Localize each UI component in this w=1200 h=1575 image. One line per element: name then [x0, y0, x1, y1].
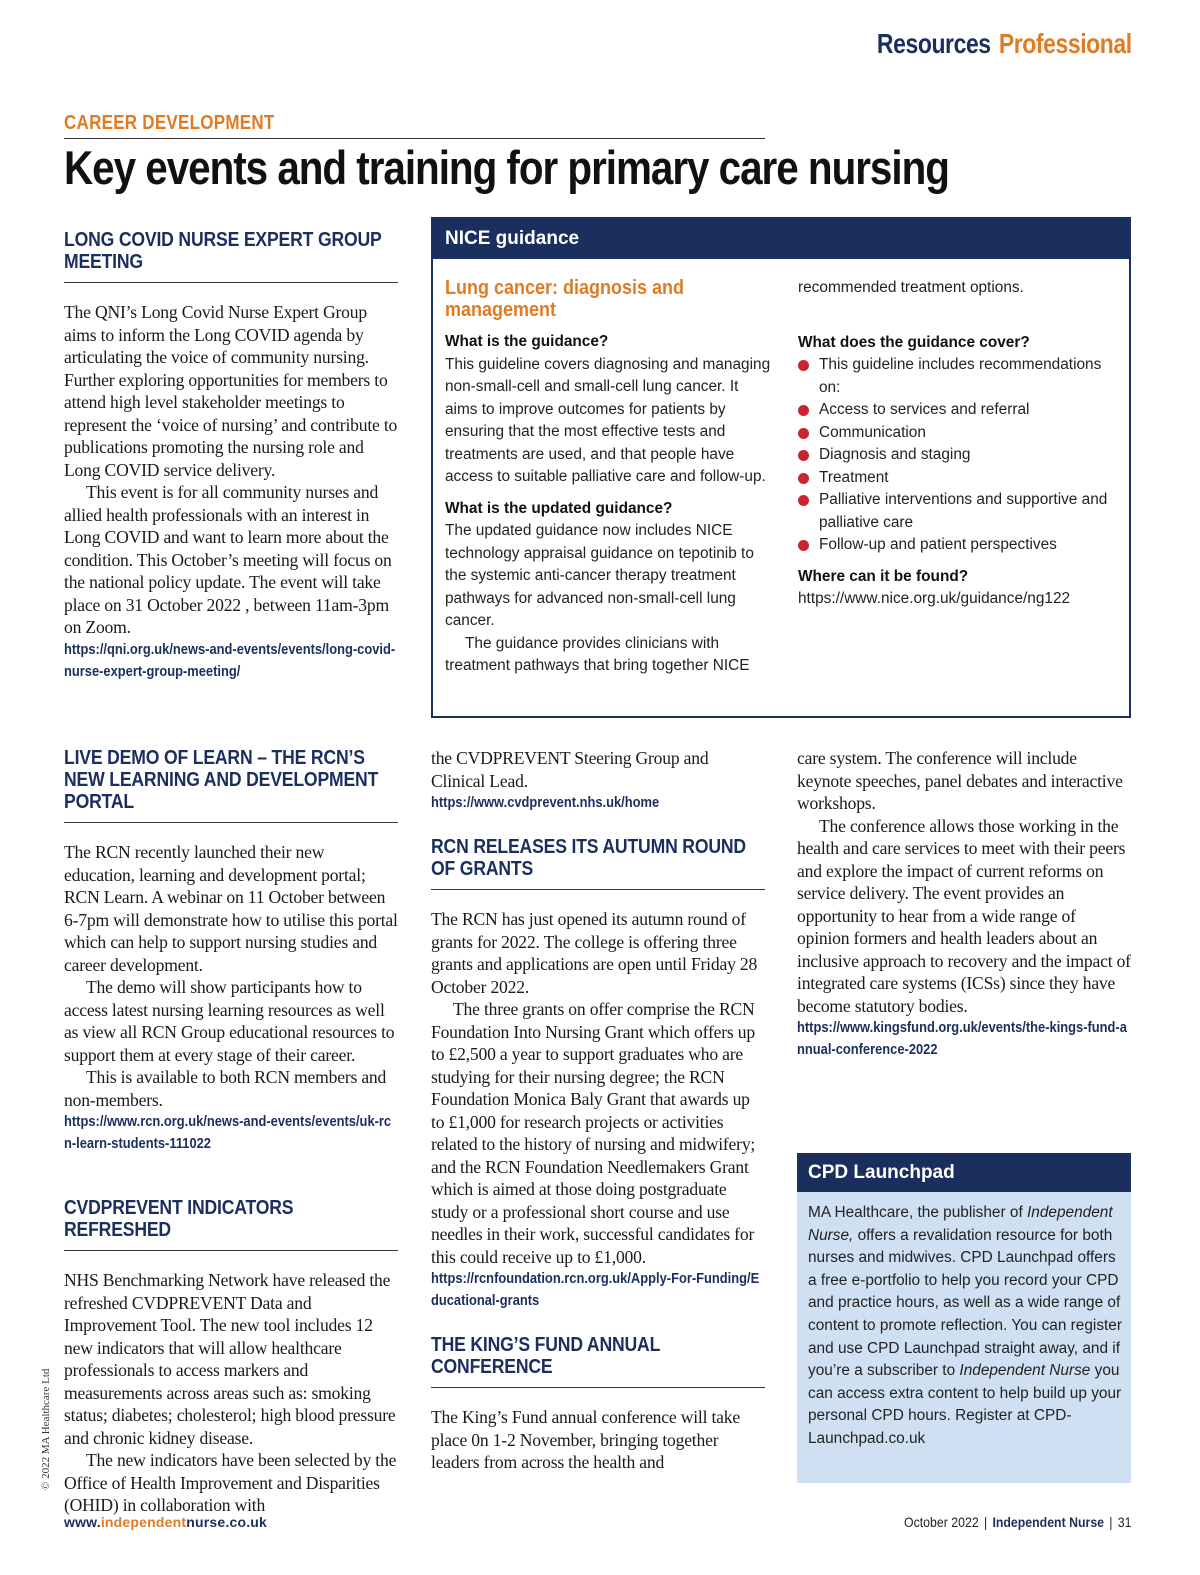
article-long-covid [64, 229, 398, 683]
article-paragraph: The new indicators have been selected by the Office of Health Improvement and Disparities (OHID) in collaboration with [64, 1450, 397, 1515]
footer-date: October 2022 [903, 1514, 979, 1530]
nice-guidance-box [431, 217, 1131, 718]
article-cvdprevent [64, 1197, 398, 1517]
bullet-dot-icon [798, 360, 809, 371]
article-heading: RCN RELEASES ITS AUTUMN ROUND OF GRANTS [431, 836, 746, 880]
article-paragraph: The three grants on offer comprise the RCN Foundation Into Nursing Grant which offers up to £2,500 a year to support graduates who are studying for their nursing degree; the RCN Foundation Monica Baly Grant that awards up to £1,000 for research projects or activities related to the history of nursing and midwifery; and the RCN Foundation Needlemakers Grant which is aimed at those doing postgraduate study or a professional short course and use needles in their work, successful candidates for this could receive up to £1,000. [431, 999, 756, 1267]
title-rule [64, 138, 765, 139]
heading-rule [431, 1387, 765, 1388]
column-middle [431, 747, 765, 1474]
nice-column-left [445, 277, 771, 687]
section-label: CAREER DEVELOPMENT [64, 112, 275, 134]
article-paragraph: care system. The conference will include keynote speeches, panel debates and interactive workshops. [797, 748, 1123, 813]
cpd-box-text: MA Healthcare, the publisher of Independent Nurse, offers a revalidation resource for both nurses and midwives. CPD Launchpad offers a free e-portfolio to help you record your CPD and practice hours, as well as a wide range of content to promote reflection. You can register and use CPD Launchpad straight away, and if you’re a subscriber to Independent Nurse you can access extra content to help build up your personal CPD hours. Register at CPD-Launchpad.co.uk [808, 1204, 1122, 1447]
article-paragraph: The conference allows those working in the health and care services to meet with their peers and explore the impact of current reforms on service delivery. The event provides an opportunity to hear from a wide range of opinion formers and health leaders about an inclusive approach to recovery and the impact of integrated care systems (ICSs) since they have become statutory bodies. [797, 815, 1131, 1016]
heading-rule [431, 889, 765, 890]
list-item: Follow-up and patient perspectives [798, 534, 1123, 557]
article-heading: THE KING’S FUND ANNUAL CONFERENCE [431, 1334, 660, 1378]
nice-question: What is the guidance? [445, 333, 609, 350]
list-item: Diagnosis and staging [798, 444, 1123, 467]
nice-subtitle: Lung cancer: diagnosis and management [445, 277, 685, 321]
section-tag [877, 28, 1132, 60]
list-item: This guideline includes recommendations on: [798, 354, 1123, 399]
nice-question: What is the updated guidance? [445, 499, 673, 517]
article-link[interactable]: https://www.rcn.org.uk/news-and-events/events/uk-rcn-learn-students-111022 [64, 1113, 392, 1152]
page-title: Key events and training for primary care nursing [64, 141, 949, 194]
article-link[interactable]: https://qni.org.uk/news-and-events/events/long-covid-nurse-expert-group-meeting/ [64, 640, 396, 680]
nice-question: Where can it be found? [798, 567, 969, 585]
nice-answer-cont: recommended treatment options. [798, 279, 1024, 296]
article-rcn-grants [431, 836, 765, 1312]
footer-magazine: Independent Nurse [991, 1514, 1104, 1530]
heading-rule [64, 822, 398, 823]
footer-separator: | [983, 1514, 987, 1530]
article-paragraph: This event is for all community nurses and allied health professionals with an interest in Long COVID and want to learn more about the condition. This October’s meeting will focus on the national policy update. The event will take place on 31 October 2022 , between 11am-3pm on Zoom. [64, 482, 392, 637]
article-link[interactable]: https://rcnfoundation.rcn.org.uk/Apply-For-Funding/Educational-grants [431, 1270, 760, 1309]
nice-link[interactable]: https://www.nice.org.uk/guidance/ng122 [798, 590, 1071, 607]
article-heading: LIVE DEMO OF LEARN – THE RCN’S NEW LEARNING AND DEVELOPMENT PORTAL [64, 747, 379, 813]
list-item: Access to services and referral [798, 399, 1123, 422]
list-item: Communication [798, 422, 1123, 445]
article-link[interactable]: https://www.kingsfund.org.uk/events/the-kings-fund-annual-conference-2022 [797, 1019, 1127, 1058]
page-number: 31 [1117, 1514, 1131, 1530]
nice-question: What does the guidance cover? [798, 333, 1030, 351]
article-paragraph: The RCN has just opened its autumn round of grants for 2022. The college is offering three grants and applications are open until Friday 28 October 2022. [431, 909, 758, 997]
bullet-dot-icon [798, 450, 809, 461]
article-paragraph: The King’s Fund annual conference will take place 0n 1-2 November, bringing together leaders from across the health and [431, 1407, 740, 1472]
cpd-box-header: CPD Launchpad [797, 1153, 1131, 1192]
article-rcn-learn [64, 747, 398, 1155]
list-item: Palliative interventions and supportive and palliative care [798, 489, 1123, 534]
article-paragraph: The demo will show participants how to access latest nursing learning resources as well as view all RCN Group educational resources to support them at every stage of their career. [64, 977, 395, 1065]
article-paragraph: The RCN recently launched their new education, learning and development portal; RCN Learn. A webinar on 11 October between 6-7pm will demonstrate how to utilise this portal which can help to support nursing studies and career development. [64, 842, 398, 975]
bullet-dot-icon [798, 473, 809, 484]
article-heading: CVDPREVENT INDICATORS REFRESHED [64, 1197, 294, 1241]
bullet-dot-icon [798, 428, 809, 439]
heading-rule [64, 282, 398, 283]
article-kings-fund [431, 1334, 765, 1474]
article-heading: LONG COVID NURSE EXPERT GROUP MEETING [64, 229, 382, 273]
article-paragraph: NHS Benchmarking Network have released the refreshed CVDPREVENT Data and Improvement Tool. The new tool includes 12 new indicators that will allow healthcare professionals to access markers and measurements across areas such as: smoking status; diabetes; cholesterol; high blood pressure and chronic kidney disease. [64, 1270, 396, 1448]
nice-answer: The guidance provides clinicians with treatment pathways that bring together NICE [445, 634, 750, 674]
copyright-notice: © 2022 MA Healthcare Ltd [40, 1368, 52, 1490]
nice-answer: This guideline covers diagnosing and managing non-small-cell and small-cell lung cancer. It aims to improve outcomes for patients by ensuring that the most effective tests and treatments are used, and that people have access to suitable palliative care and follow-up. [445, 355, 771, 485]
bullet-dot-icon [798, 540, 809, 551]
list-item: Treatment [798, 467, 1123, 490]
heading-rule [64, 1250, 398, 1251]
nice-answer: The updated guidance now includes NICE technology appraisal guidance on tepotinib to the systemic anti-cancer therapy treatment pathways for advanced non-small-cell lung cancer. [445, 522, 754, 629]
article-link[interactable]: https://www.cvdprevent.nhs.uk/home [431, 794, 660, 811]
cpd-launchpad-box [797, 1153, 1131, 1483]
bullet-dot-icon [798, 405, 809, 416]
footer-folio [904, 1514, 1131, 1530]
bullet-dot-icon [798, 495, 809, 506]
footer-separator: | [1108, 1514, 1113, 1530]
article-paragraph: The QNI’s Long Covid Nurse Expert Group aims to inform the Long COVID agenda by articulating the voice of community nursing. Further exploring opportunities for members to attend high level stakeholder meetings to represent the ‘voice of nursing’ and contribute to publications promoting the nursing role and Long COVID service delivery. [64, 302, 398, 480]
article-paragraph: the CVDPREVENT Steering Group and Clinical Lead. [431, 748, 709, 791]
column-right [797, 747, 1131, 1061]
nice-bullet-list [798, 354, 1123, 557]
section-tag-professional: Professional [999, 28, 1132, 59]
footer-url[interactable]: www.independentnurse.co.uk [64, 1514, 268, 1530]
article-paragraph: This is available to both RCN members and non-members. [64, 1067, 387, 1110]
nice-column-right [798, 277, 1123, 620]
nice-box-header: NICE guidance [433, 219, 1129, 259]
section-tag-resources: Resources [877, 28, 991, 59]
